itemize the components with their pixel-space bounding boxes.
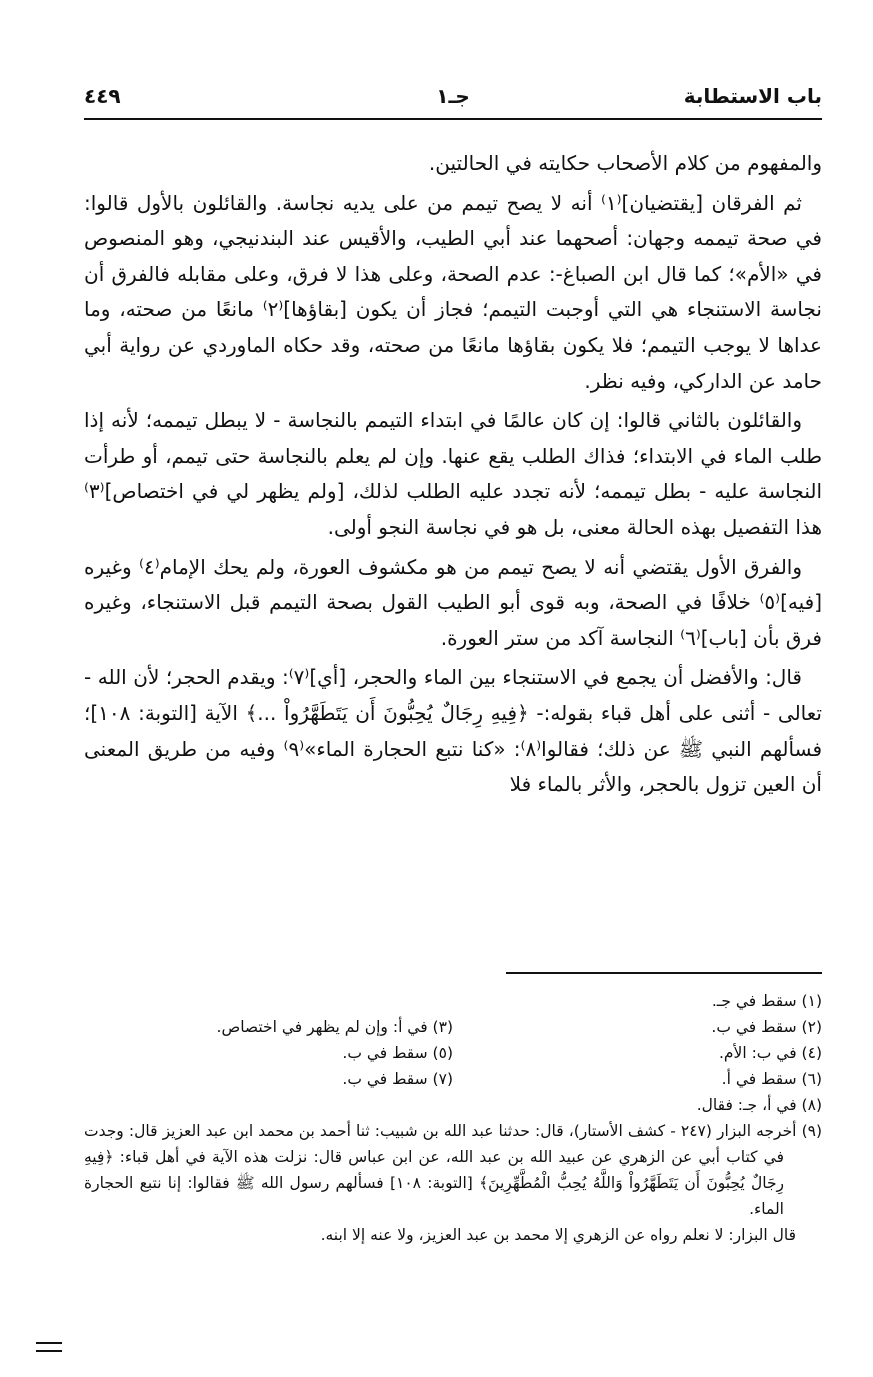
header-divider	[84, 118, 822, 120]
footnote-row	[84, 1092, 822, 1118]
footnote: (٨) في أ، جـ: فقال.	[696, 1096, 822, 1114]
main-text	[84, 146, 822, 807]
footnote-row	[84, 1066, 822, 1092]
footnote-row	[84, 988, 822, 1014]
footnotes	[84, 988, 822, 1248]
page-number: ٤٤٩	[84, 84, 121, 108]
paragraph: والفرق الأول يقتضي أنه لا يصح تيمم من هو مكشوف العورة، ولم يحك الإمام⁽٤⁾ وغيره [فيه]⁽٥⁾ خلافًا في الصحة، وبه قوى أبو الطيب القول بصحة التيمم قبل الاستنجاء، وغيره فرق بأن [باب]⁽٦⁾ النجاسة آكد من ستر العورة.	[84, 554, 822, 650]
chapter-title: باب الاستطابة	[683, 84, 822, 108]
footnote-long: (٩) أخرجه البزار (٢٤٧ - كشف الأستار)، قال: حدثنا عبد الله بن شبيب: ثنا أحمد بن محمد ابن عبد العزيز قال: وجدت في كتاب أبي عن الزهري عن عبيد الله بن عبد الله، عن ابن عباس قال: نزلت هذه الآية في أهل قباء: ﴿فِيهِ رِجَالٌ يُحِبُّونَ أَن يَتَطَهَّرُواْ وَاللَّهُ يُحِبُّ الْمُطَّهِّرِينَ﴾ [التوبة: ١٠٨] فسألهم رسول الله ﷺ فقالوا: إنا نتبع الحجارة الماء.	[84, 1122, 823, 1218]
paragraph: والقائلون بالثاني قالوا: إن كان عالمًا في ابتداء التيمم بالنجاسة - لا يبطل تيممه؛ لأنه إذا طلب الماء في الابتداء؛ فذاك الطلب يقع عنها. وإن لم يعلم بالنجاسة حتى تيمم، أو طرأت النجاسة عليه - بطل تيممه؛ لأنه تجدد عليه الطلب لذلك، [ولم يظهر لي في اختصاص]⁽٣⁾ هذا التفصيل بهذه الحالة معنى، بل هو في نجاسة النجو أولى.	[84, 408, 822, 539]
footnote-row	[84, 1014, 822, 1040]
footnote: (٢) سقط في ب.	[711, 1018, 822, 1036]
footnote: (٧) سقط في ب.	[342, 1070, 453, 1088]
footnote: (٥) سقط في ب.	[342, 1044, 453, 1062]
footnote-row	[84, 1040, 822, 1066]
volume-label: جـ١	[436, 84, 470, 108]
footnote: (٤) في ب: الأم.	[718, 1044, 822, 1062]
paragraph: والمفهوم من كلام الأصحاب حكايته في الحالتين.	[428, 151, 822, 175]
page-header	[84, 80, 822, 116]
footnote-divider	[506, 972, 822, 974]
footnote: (١) سقط في جـ.	[711, 992, 822, 1010]
footnote-continuation: قال البزار: لا نعلم رواه عن الزهري إلا محمد بن عبد العزيز، ولا عنه إلا ابنه.	[320, 1226, 796, 1244]
footnote: (٦) سقط في أ.	[721, 1070, 822, 1088]
paragraph: ثم الفرقان [يقتضيان]⁽١⁾ أنه لا يصح تيمم من على يديه نجاسة. والقائلون بالأول قالوا: في صحة تيممه وجهان: أصحهما عند أبي الطيب، والأقيس عند البندنيجي، وهو المنصوص في «الأم»؛ كما قال ابن الصباغ-: عدم الصحة، وعلى هذا لا فرق، وعلى مقابله فالفرق أن نجاسة الاستنجاء هي التي أوجبت التيمم؛ فجاز أن يكون [بقاؤها]⁽٢⁾ مانعًا من صحته، وما عداها لا يوجب التيمم؛ فلا يكون بقاؤها مانعًا من صحته، وقد حكاه الماوردي عن رواية أبي حامد عن الداركي، وفيه نظر.	[84, 190, 822, 393]
footnote: (٣) في أ: وإن لم يظهر في اختصاص.	[216, 1018, 453, 1036]
paragraph: قال: والأفضل أن يجمع في الاستنجاء بين الماء والحجر، [أي]⁽٧⁾: ويقدم الحجر؛ لأن الله - تعالى - أثنى على أهل قباء بقوله:- ﴿فِيهِ رِجَالٌ يُحِبُّونَ أَن يَتَطَهَّرُواْ ...﴾ الآية [التوبة: ١٠٨]؛ فسألهم النبي ﷺ عن ذلك؛ فقالوا⁽٨⁾: «كنا نتبع الحجارة الماء»⁽٩⁾ وفيه من طريق المعنى أن العين تزول بالحجر، والأثر بالماء فلا	[84, 665, 823, 797]
margin-mark	[36, 1342, 62, 1352]
